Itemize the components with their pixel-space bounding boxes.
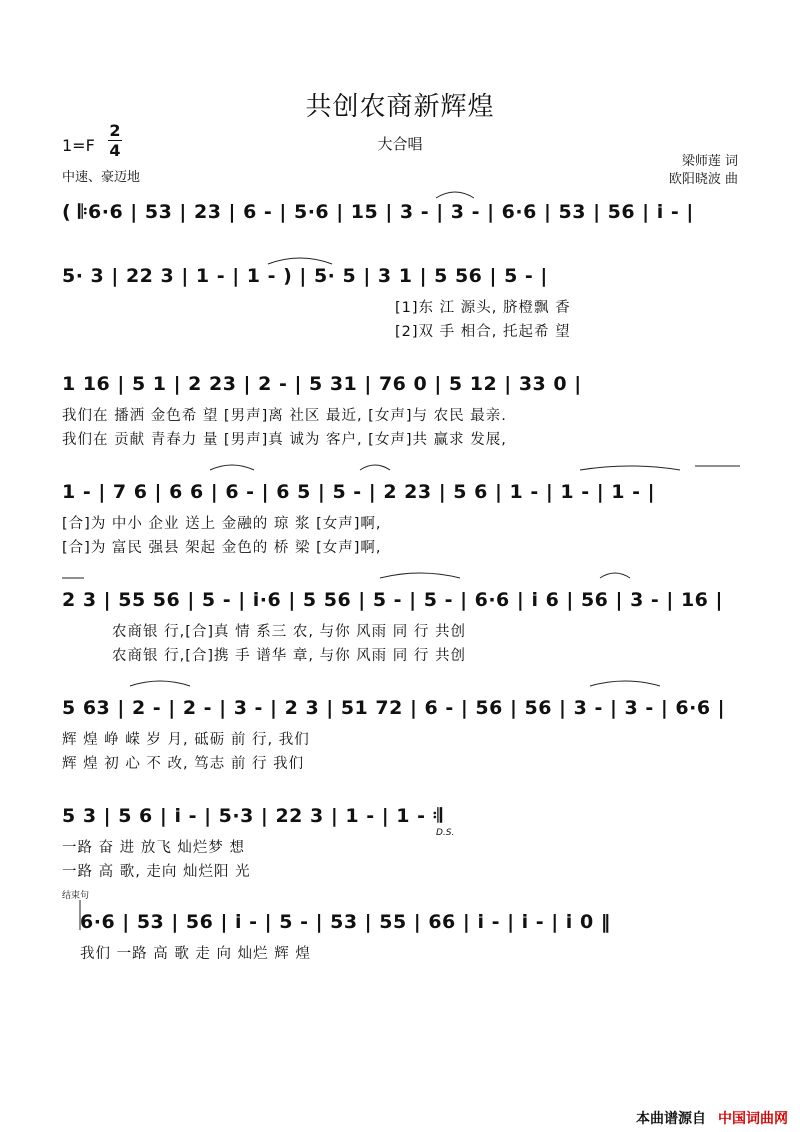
lyric-line: [1]东 江 源头, 脐橙飘 香 [395, 300, 571, 316]
dal-segno-mark: D.S. [436, 828, 455, 838]
footer-source [636, 1108, 788, 1128]
time-signature-bottom: 4 [109, 141, 121, 160]
lyric-line: 我们在 贡献 青春力 量 [男声]真 诚为 客户, [女声]共 赢求 发展, [62, 432, 507, 448]
score-system-3-notes: 1 16 | 5 1 | 2 23 | 2 - | 5 31 | 76 0 | 5 12 | 33 0 | [62, 373, 582, 395]
lyric-line: 农商银 行,[合]真 情 系三 农, 与你 风雨 同 行 共创 [112, 624, 467, 640]
lyric-line: 农商银 行,[合]携 手 谱华 章, 与你 风雨 同 行 共创 [112, 648, 467, 664]
score-system-5-notes: 2 3 | 55 56 | 5 - | i·6 | 5 56 | 5 - | 5 - | 6·6 | i 6 | 56 | 3 - | 16 | [62, 589, 723, 611]
score-system-8-notes: 6·6 | 53 | 56 | i - | 5 - | 53 | 55 | 66 | i - | i - | i 0 ‖ [80, 911, 611, 933]
key-signature: 1=F [62, 136, 95, 155]
ending-label: 结束句 [62, 891, 90, 901]
footer-site-link[interactable]: 中国词曲网 [718, 1111, 788, 1127]
lyric-line: 我们在 播洒 金色希 望 [男声]离 社区 最近, [女声]与 农民 最亲. [62, 408, 507, 424]
score-system-7-notes: 5 3 | 5 6 | i - | 5·3 | 22 3 | 1 - | 1 - 𝄇 [62, 805, 443, 827]
score-system-4-notes: 1 - | 7 6 | 6 6 | 6 - | 6 5 | 5 - | 2 23 | 5 6 | 1 - | 1 - | 1 - | [62, 481, 656, 503]
lyric-line: [2]双 手 相合, 托起希 望 [395, 324, 571, 340]
lyricist-credit: 梁师莲 词 [681, 154, 738, 169]
subtitle: 大合唱 [377, 135, 423, 153]
score-system-2-notes: 5· 3 | 22 3 | 1 - | 1 - ) | 5· 5 | 3 1 | 5 56 | 5 - | [62, 265, 548, 287]
lyric-line: 辉 煌 初 心 不 改, 笃志 前 行 我们 [62, 756, 305, 772]
lyric-line: 一路 奋 进 放飞 灿烂梦 想 [62, 840, 246, 856]
score-system-1-notes: ( 𝄆6·6 | 53 | 23 | 6 - | 5·6 | 15 | 3 - | 3 - | 6·6 | 53 | 56 | i - | [62, 201, 694, 223]
lyric-line: 辉 煌 峥 嵘 岁 月, 砥砺 前 行, 我们 [62, 732, 310, 748]
score-system-6-notes: 5 63 | 2 - | 2 - | 3 - | 2 3 | 51 72 | 6 - | 56 | 56 | 3 - | 3 - | 6·6 | [62, 697, 726, 719]
time-signature-top: 2 [109, 121, 121, 140]
lyric-line: [合]为 富民 强县 架起 金色的 桥 梁 [女声]啊, [62, 540, 382, 556]
footer-source-text: 本曲谱源自 [636, 1111, 706, 1127]
composer-credit: 欧阳晓波 曲 [668, 172, 738, 187]
song-title: 共创农商新辉煌 [305, 92, 495, 122]
lyric-line: [合]为 中小 企业 送上 金融的 琼 浆 [女声]啊, [62, 516, 382, 532]
tempo-marking: 中速、豪迈地 [62, 170, 141, 185]
lyric-line: 一路 高 歌, 走向 灿烂阳 光 [62, 864, 251, 880]
lyric-line: 我们 一路 高 歌 走 向 灿烂 辉 煌 [80, 946, 311, 962]
